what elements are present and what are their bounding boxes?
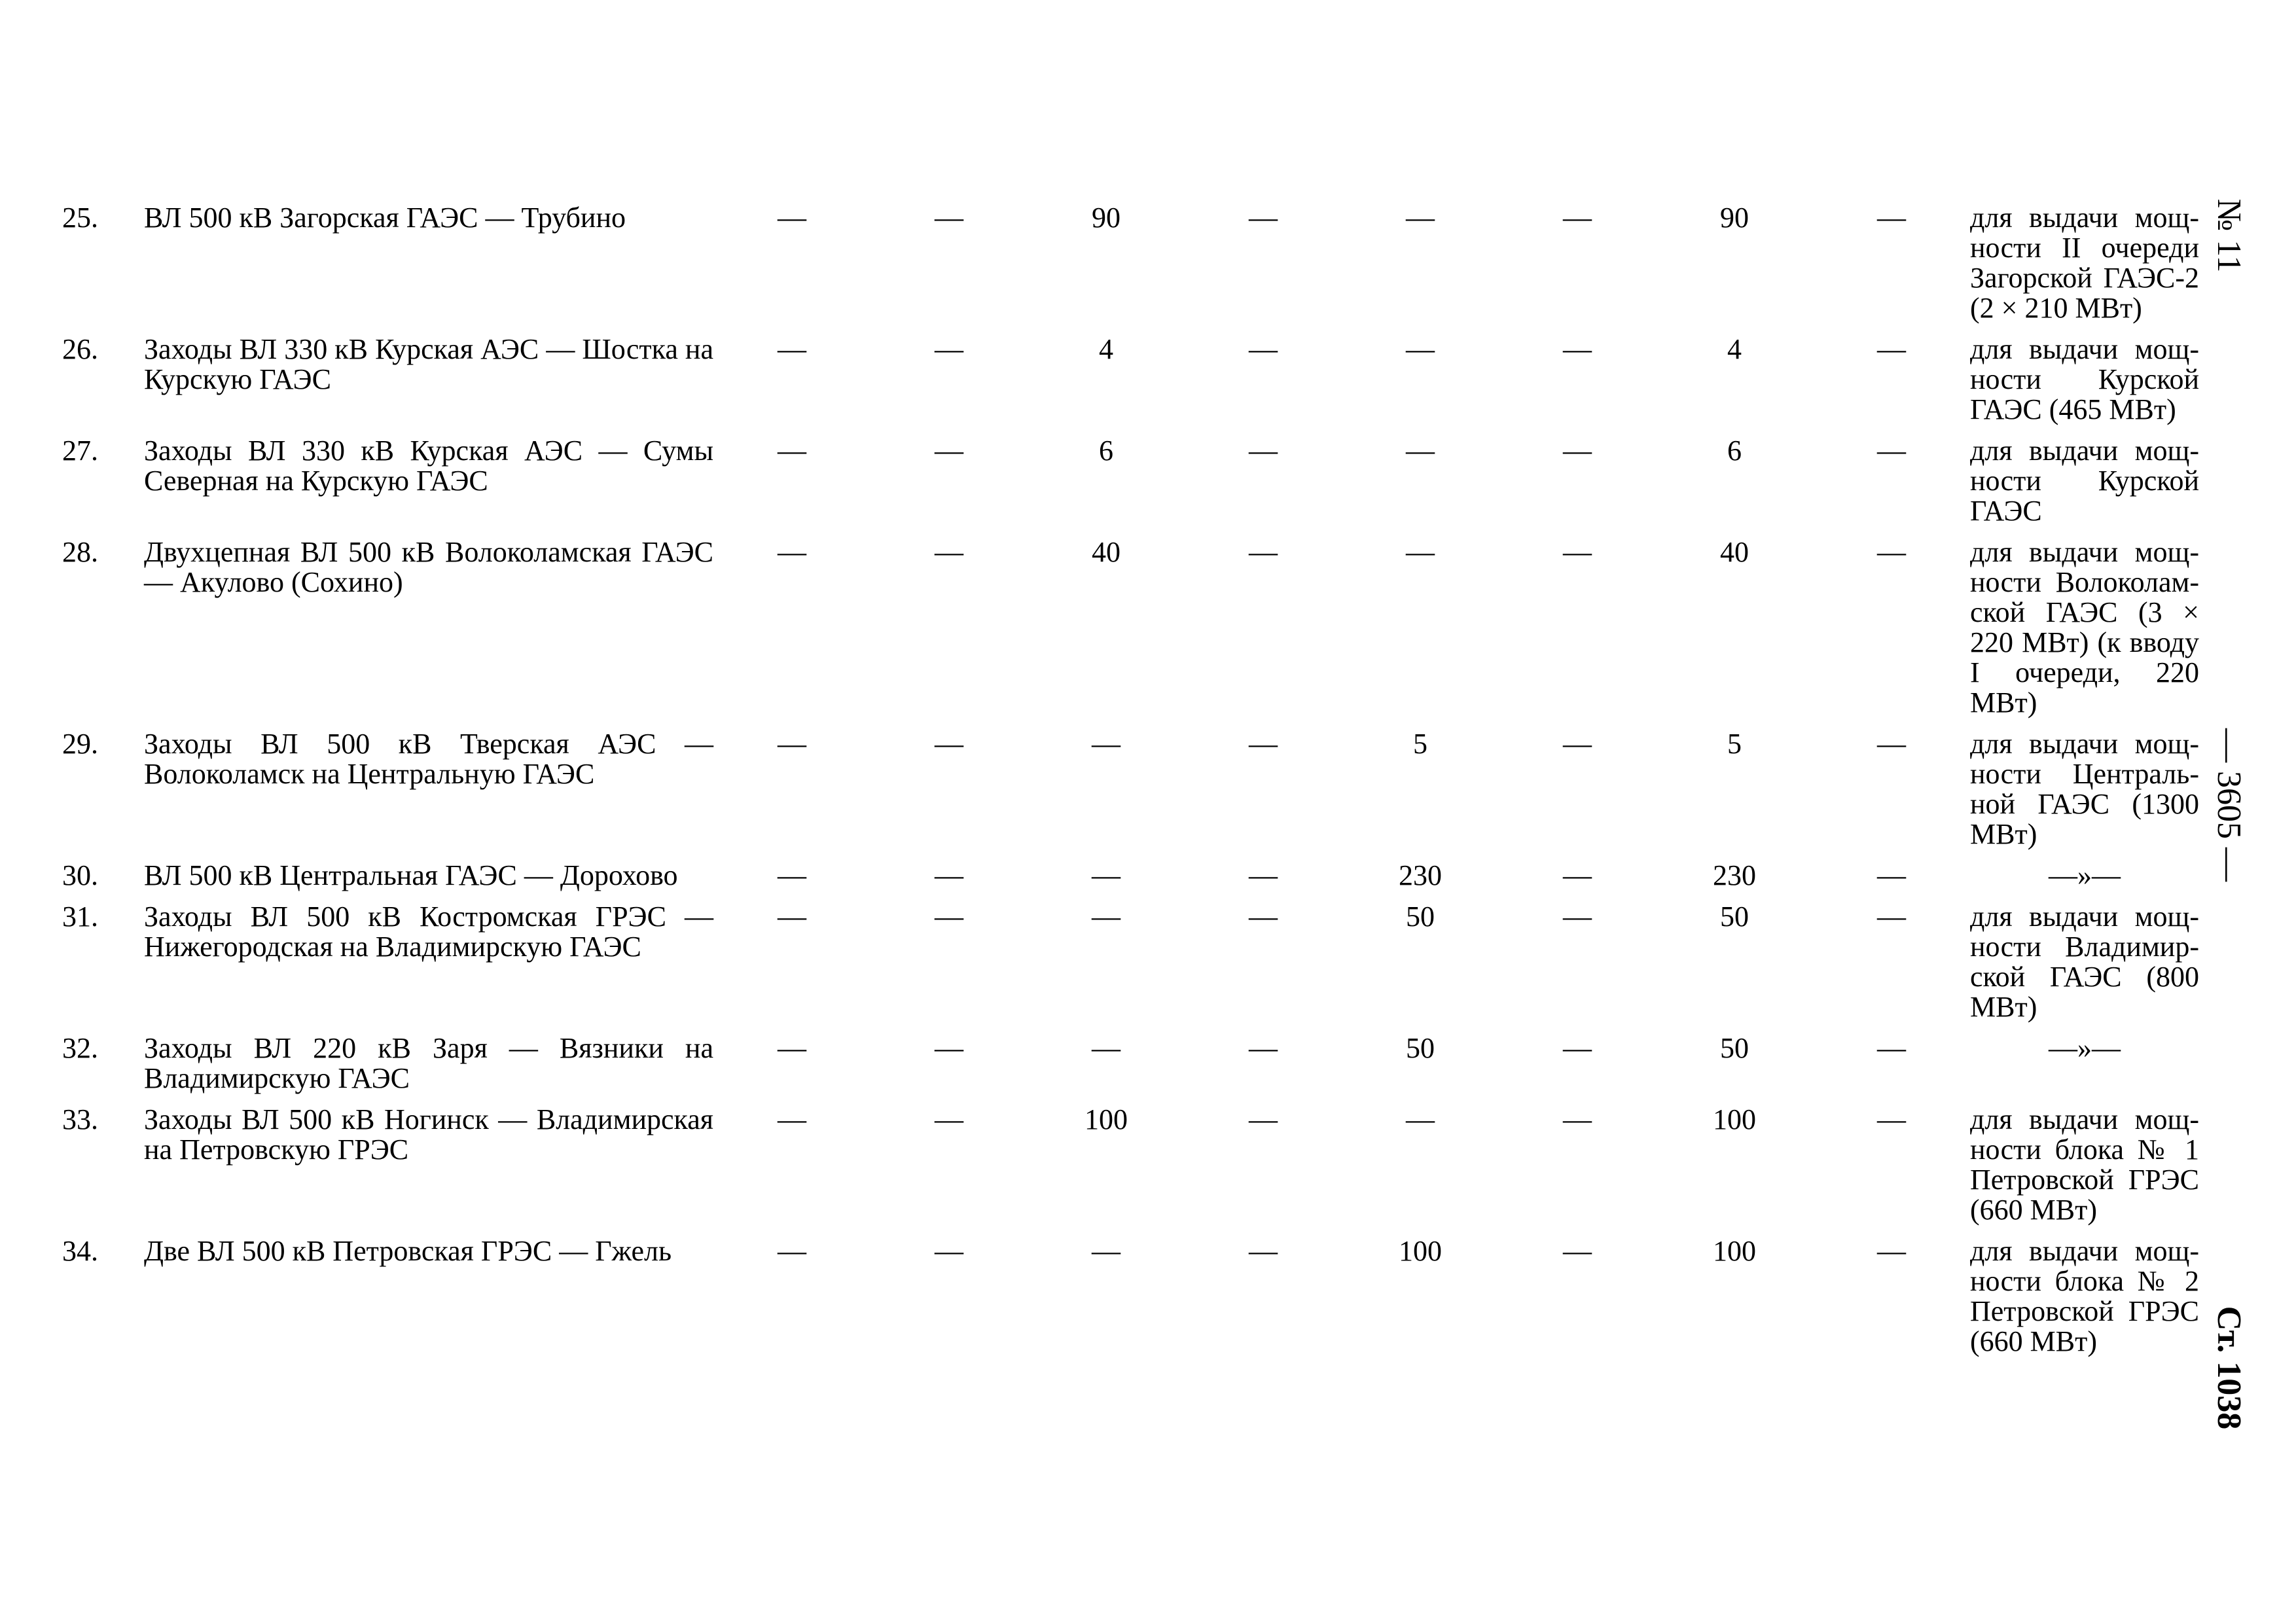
value-cell-7: 50 <box>1720 901 1749 933</box>
purpose-note: для выдачи мощности блока № 2 Петровской ГРЭС (660 МВт) <box>1970 1235 2199 1357</box>
line-name: Заходы ВЛ 220 кВ Заря — Вязники на Владимирскую ГАЭС <box>144 1032 713 1094</box>
value-cell-5: — <box>1406 1103 1435 1135</box>
table-row <box>62 436 2199 537</box>
value-cell-3: — <box>1092 1235 1121 1267</box>
value-cell-1: — <box>778 1032 806 1064</box>
value-cell-7: 100 <box>1713 1103 1756 1135</box>
value-cell-1: — <box>778 536 806 568</box>
value-cell-4: — <box>1249 1032 1278 1064</box>
purpose-note: для выдачи мощности Курской ГАЭС <box>1970 435 2199 527</box>
purpose-note: для выдачи мощности II очереди Загорской ГАЭС-2 (2 × 210 МВт) <box>1970 202 2199 324</box>
value-cell-5: — <box>1406 536 1435 568</box>
table-row <box>62 902 2199 1033</box>
value-cell-7: 90 <box>1720 202 1749 234</box>
purpose-note: для выдачи мощности блока № 1 Петровской ГРЭС (660 МВт) <box>1970 1103 2199 1226</box>
value-cell-5: — <box>1406 435 1435 467</box>
value-cell-1: — <box>778 435 806 467</box>
value-cell-2: — <box>935 1103 963 1135</box>
purpose-note: для выдачи мощности Курской ГАЭС (465 МВт) <box>1970 333 2199 425</box>
value-cell-8: — <box>1877 728 1906 760</box>
line-name: ВЛ 500 кВ Загорская ГАЭС — Трубино <box>144 202 626 234</box>
value-cell-7: 4 <box>1727 333 1742 365</box>
value-cell-6: — <box>1563 859 1592 891</box>
value-cell-2: — <box>935 435 963 467</box>
value-cell-7: 40 <box>1720 536 1749 568</box>
value-cell-5: 50 <box>1406 901 1435 933</box>
value-cell-8: — <box>1877 536 1906 568</box>
value-cell-6: — <box>1563 435 1592 467</box>
purpose-note: —»— <box>2049 1032 2121 1064</box>
table-row <box>62 537 2199 729</box>
table-body <box>62 203 2199 1368</box>
value-cell-2: — <box>935 859 963 891</box>
table-row <box>62 334 2199 436</box>
table-row <box>62 203 2199 334</box>
value-cell-3: 90 <box>1092 202 1121 234</box>
line-name: Заходы ВЛ 500 кВ Костромская ГРЭС — Нижегородская на Владимирскую ГАЭС <box>144 901 713 963</box>
value-cell-3: — <box>1092 901 1121 933</box>
value-cell-8: — <box>1877 435 1906 467</box>
value-cell-4: — <box>1249 1235 1278 1267</box>
value-cell-3: 100 <box>1085 1103 1128 1135</box>
power-lines-table <box>62 203 2199 1368</box>
value-cell-1: — <box>778 202 806 234</box>
value-cell-6: — <box>1563 536 1592 568</box>
value-cell-6: — <box>1563 1032 1592 1064</box>
row-number: 34. <box>62 1235 98 1267</box>
line-name: Заходы ВЛ 330 кВ Курская АЭС — Шостка на Курскую ГАЭС <box>144 333 713 395</box>
purpose-note: —»— <box>2049 859 2121 891</box>
line-name: Заходы ВЛ 330 кВ Курская АЭС — Сумы Северная на Курскую ГАЭС <box>144 435 713 497</box>
value-cell-7: 100 <box>1713 1235 1756 1267</box>
value-cell-2: — <box>935 202 963 234</box>
value-cell-5: — <box>1406 202 1435 234</box>
purpose-note: для выдачи мощности Владимирской ГАЭС (800 МВт) <box>1970 901 2199 1023</box>
value-cell-8: — <box>1877 333 1906 365</box>
value-cell-1: — <box>778 859 806 891</box>
line-name: Заходы ВЛ 500 кВ Тверская АЭС — Волоколамск на Центральную ГАЭС <box>144 728 713 790</box>
purpose-note: для выдачи мощности Волоколамской ГАЭС (3 × 220 МВт) (к вводу I очереди, 220 МВт) <box>1970 536 2199 719</box>
value-cell-2: — <box>935 536 963 568</box>
table-row <box>62 1105 2199 1236</box>
value-cell-7: 230 <box>1713 859 1756 891</box>
value-cell-1: — <box>778 901 806 933</box>
value-cell-8: — <box>1877 1032 1906 1064</box>
row-number: 30. <box>62 859 98 891</box>
value-cell-2: — <box>935 1235 963 1267</box>
row-number: 26. <box>62 333 98 365</box>
purpose-note: для выдачи мощности Центральной ГАЭС (1300 МВт) <box>1970 728 2199 850</box>
value-cell-7: 50 <box>1720 1032 1749 1064</box>
value-cell-3: — <box>1092 1032 1121 1064</box>
row-number: 25. <box>62 202 98 234</box>
line-name: ВЛ 500 кВ Центральная ГАЭС — Дорохово <box>144 859 678 891</box>
value-cell-4: — <box>1249 728 1278 760</box>
value-cell-6: — <box>1563 728 1592 760</box>
value-cell-4: — <box>1249 1103 1278 1135</box>
value-cell-5: 230 <box>1399 859 1442 891</box>
value-cell-2: — <box>935 1032 963 1064</box>
value-cell-1: — <box>778 728 806 760</box>
value-cell-1: — <box>778 1103 806 1135</box>
value-cell-2: — <box>935 901 963 933</box>
line-name: Заходы ВЛ 500 кВ Ногинск — Владимирская на Петровскую ГРЭС <box>144 1103 713 1166</box>
value-cell-2: — <box>935 333 963 365</box>
table-row <box>62 729 2199 861</box>
value-cell-6: — <box>1563 1103 1592 1135</box>
table-row <box>62 861 2199 902</box>
value-cell-3: 6 <box>1099 435 1113 467</box>
value-cell-7: 6 <box>1727 435 1742 467</box>
value-cell-8: — <box>1877 1103 1906 1135</box>
value-cell-3: — <box>1092 859 1121 891</box>
value-cell-6: — <box>1563 333 1592 365</box>
value-cell-2: — <box>935 728 963 760</box>
value-cell-7: 5 <box>1727 728 1742 760</box>
value-cell-8: — <box>1877 859 1906 891</box>
value-cell-3: — <box>1092 728 1121 760</box>
value-cell-4: — <box>1249 333 1278 365</box>
line-name: Двухцепная ВЛ 500 кВ Волоколамская ГАЭС — Акулово (Сохино) <box>144 536 713 598</box>
line-name: Две ВЛ 500 кВ Петровская ГРЭС — Гжель <box>144 1235 672 1267</box>
row-number: 31. <box>62 901 98 933</box>
row-number: 33. <box>62 1103 98 1135</box>
article-number: Ст. 1038 <box>2210 1306 2248 1430</box>
value-cell-4: — <box>1249 859 1278 891</box>
value-cell-6: — <box>1563 901 1592 933</box>
value-cell-6: — <box>1563 202 1592 234</box>
value-cell-3: 4 <box>1099 333 1113 365</box>
value-cell-5: 50 <box>1406 1032 1435 1064</box>
value-cell-5: 100 <box>1399 1235 1442 1267</box>
page-number: — 3605 — <box>2210 728 2248 882</box>
value-cell-5: — <box>1406 333 1435 365</box>
value-cell-8: — <box>1877 202 1906 234</box>
row-number: 27. <box>62 435 98 467</box>
value-cell-4: — <box>1249 202 1278 234</box>
value-cell-8: — <box>1877 901 1906 933</box>
row-number: 29. <box>62 728 98 760</box>
value-cell-8: — <box>1877 1235 1906 1267</box>
value-cell-1: — <box>778 333 806 365</box>
value-cell-4: — <box>1249 435 1278 467</box>
issue-number: № 11 <box>2210 198 2248 273</box>
table-row <box>62 1236 2199 1368</box>
value-cell-4: — <box>1249 536 1278 568</box>
value-cell-6: — <box>1563 1235 1592 1267</box>
table-row <box>62 1033 2199 1105</box>
row-number: 32. <box>62 1032 98 1064</box>
value-cell-4: — <box>1249 901 1278 933</box>
value-cell-5: 5 <box>1413 728 1427 760</box>
value-cell-1: — <box>778 1235 806 1267</box>
value-cell-3: 40 <box>1092 536 1121 568</box>
row-number: 28. <box>62 536 98 568</box>
